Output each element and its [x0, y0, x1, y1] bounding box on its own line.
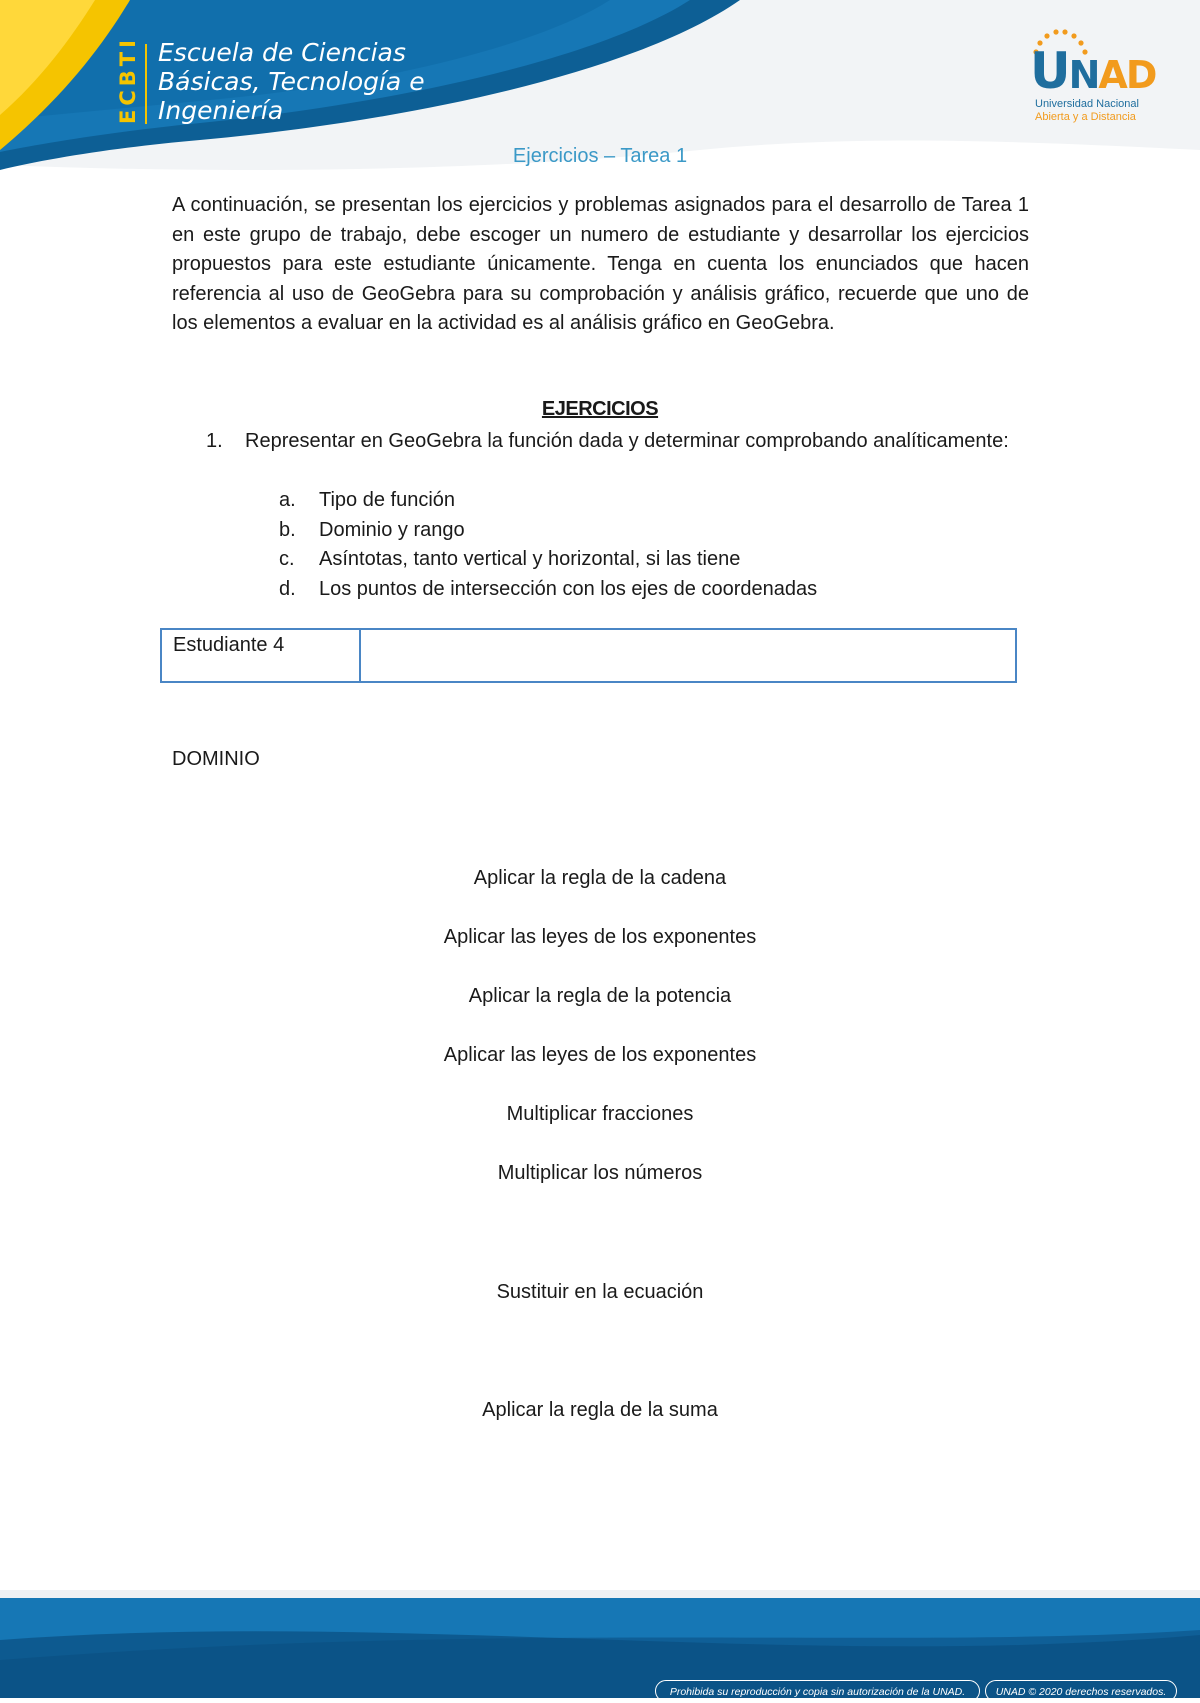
- list-item-text: Tipo de función: [319, 489, 456, 511]
- unad-logo: [1030, 28, 1160, 128]
- list-item-letter: c.: [279, 548, 295, 570]
- step-label: Aplicar la regla de la potencia: [468, 985, 732, 1007]
- list-item-text: Dominio y rango: [319, 518, 465, 541]
- exercise-number: 1.: [206, 430, 223, 452]
- list-item-letter: a.: [279, 489, 296, 511]
- step-label: Aplicar la regla de la cadena: [473, 867, 727, 889]
- school-name: [158, 38, 425, 125]
- list-item: [279, 516, 979, 546]
- list-item-letter: b.: [279, 518, 296, 541]
- footer-notice: Prohibida su reproducción y copia sin autorización de la UNAD.: [655, 1680, 980, 1702]
- document-title: Ejercicios – Tarea 1: [512, 145, 688, 167]
- list-item-text: Asíntotas, tanto vertical y horizontal, si las tiene: [319, 548, 741, 570]
- step-label: Aplicar las leyes de los exponentes: [443, 926, 757, 948]
- ecbti-acronym: ECBTI: [116, 36, 140, 124]
- logo-subtitle-2: Abierta y a Distancia: [1035, 111, 1136, 123]
- list-item: [279, 575, 979, 605]
- student-value-cell: [361, 630, 1015, 681]
- exercises-heading: EJERCICIOS: [541, 398, 659, 420]
- step-label: Aplicar las leyes de los exponentes: [443, 1044, 757, 1066]
- logo-subtitle-1: Universidad Nacional: [1035, 98, 1139, 110]
- exercise-text: Representar en GeoGebra la función dada y determinar comprobando analíticamente:: [245, 430, 1009, 452]
- footer-copyright: UNAD © 2020 derechos reservados.: [985, 1680, 1177, 1702]
- ecbti-divider: [145, 44, 147, 124]
- logo-wordmark: UNAD: [1030, 42, 1156, 100]
- intro-paragraph: A continuación, se presentan los ejercicios y problemas asignados para el desarrollo de Tarea 1 en este grupo de trabajo, debe escoger un numero de estudiante y desarrollar los ejercicios propuestos para este estudiante únicamente. Tenga en cuenta los enunciados que hacen referencia al uso de GeoGebra para su comprobación y análisis gráfico, recuerde que uno de los elementos a evaluar en la actividad es al análisis gráfico en GeoGebra.: [172, 194, 1029, 334]
- list-item: [279, 545, 979, 575]
- school-name-line: Ingeniería: [158, 96, 284, 125]
- school-name-line: Básicas, Tecnología e: [158, 67, 425, 96]
- list-item-letter: d.: [279, 577, 296, 600]
- exercise-sub-list: [279, 486, 979, 604]
- step-label: Multiplicar los números: [497, 1162, 703, 1184]
- list-item: [279, 486, 979, 516]
- section-label: DOMINIO: [172, 748, 260, 770]
- student-table: [160, 628, 1017, 683]
- list-item-text: Los puntos de intersección con los ejes de coordenadas: [319, 577, 818, 600]
- school-name-line: Escuela de Ciencias: [158, 38, 406, 67]
- step-label: Sustituir en la ecuación: [496, 1281, 704, 1303]
- step-label: Multiplicar fracciones: [506, 1103, 694, 1125]
- student-label-cell: Estudiante 4: [162, 630, 361, 681]
- step-label: Aplicar la regla de la suma: [482, 1399, 718, 1421]
